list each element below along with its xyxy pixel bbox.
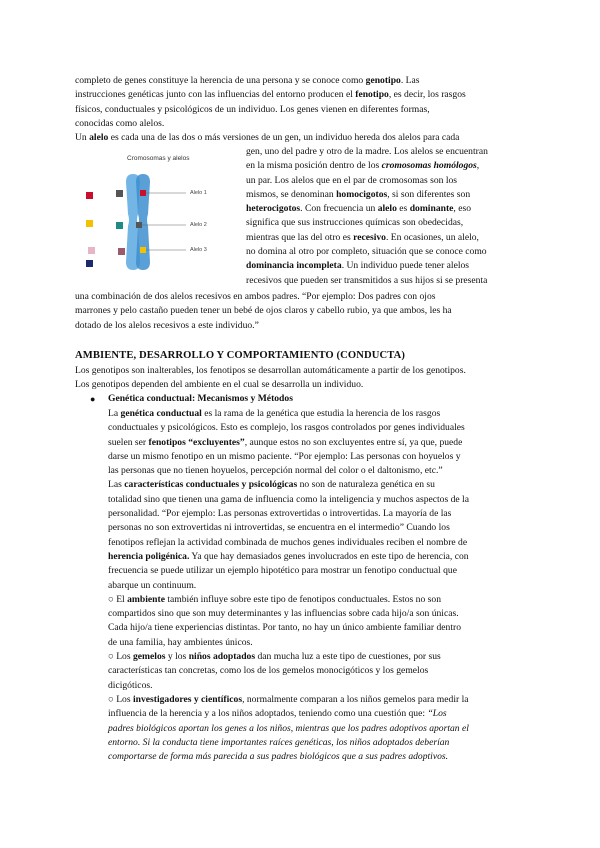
text: . Con frecuencia un: [300, 203, 378, 215]
mauve-square: [118, 248, 125, 255]
text: recesivos que pueden ser transmitidos a sus hijos si se presenta: [246, 274, 488, 286]
italic-text: comportarse de forma más parecida a sus padres biológicos que a sus padres adoptivos.: [108, 751, 449, 763]
allele-label-2: Alelo 2: [190, 222, 207, 228]
text: . Las: [400, 75, 420, 86]
text: características tan concretas, como los de los gemelos monocigóticos y los gemelos: [108, 665, 429, 677]
text: , si son diferentes son: [387, 188, 471, 200]
section-intro: [75, 364, 545, 393]
bullet-title: Genética conductual: Mecanismos y Métodos: [108, 393, 293, 404]
text: mientras que las del otro es: [246, 231, 354, 243]
text: no son de naturaleza genética en su: [297, 479, 435, 491]
text: personalidad. “Por ejemplo: Las personas extrovertidas o introvertidas. La mayoría de las: [108, 508, 452, 520]
pink-square: [88, 247, 95, 254]
text: , aunque estos no son excluyentes entre sí, ya que, puede: [244, 436, 463, 448]
text: ,: [476, 160, 480, 172]
text: Los genotipos dependen del ambiente en el cual se desarrolla un individuo.: [75, 379, 364, 391]
text: completo de genes constituye la herencia de una persona y se conoce como: [75, 75, 366, 86]
text: frecuencia se puede utilizar un ejemplo hipotético para mostrar un fenotipo conductual que: [108, 565, 457, 577]
text: personas no son extrovertidas ni introvertidas, se encuentra en el intermedio” Cuando los: [108, 522, 450, 534]
text: un par. Los alelos que en el par de cromosomas son los: [246, 174, 458, 186]
italic-text: entorno. Si la conducta tiene importantes raíces genéticas, los niños adoptados deberían: [108, 736, 450, 748]
text: fenotipos reflejan la actividad combinada de muchos genes individuales reciben el nombre de: [108, 536, 468, 548]
text: no domina al otro por completo, situación que se conoce como: [246, 246, 487, 258]
bold-term: homocigotos: [336, 188, 388, 200]
gray-square: [116, 190, 123, 197]
bold-term: alelo: [89, 132, 109, 143]
bold-term: características conductuales y psicológicas: [124, 479, 298, 491]
text: marrones y pelo castaño pueden tener un bebé de ojos claros y cabello rubio, ya que ambos, les ha: [75, 305, 452, 317]
bold-term: gemelos: [132, 651, 166, 663]
bold-term: herencia poligénica.: [108, 550, 190, 562]
text: , es decir, los rasgos: [388, 89, 466, 101]
yellow-square: [86, 220, 93, 227]
chromosome-figure: [78, 152, 248, 282]
bold-term: ambiente: [127, 593, 165, 605]
text: ○ El: [108, 593, 128, 605]
bold-term: dominante: [409, 203, 454, 215]
alelo-paragraph-bottom: [75, 290, 545, 333]
text: . Un individuo puede tener alelos: [341, 260, 470, 272]
text: físicos, conductuales y psicológicos de un individuo. Los genes vienen en diferentes formas,: [75, 103, 430, 115]
text: una combinación de dos alelos recesivos en ambos padres. “Por ejemplo: Dos padres con ojos: [75, 291, 436, 302]
section-heading: AMBIENTE, DESARROLLO Y COMPORTAMIENTO (CONDUCTA): [75, 350, 406, 361]
bold-term: niños adoptados: [188, 651, 256, 663]
text: conductuales y psicológicos. Esto es complejo, los rasgos controlados por genes individuales: [108, 422, 465, 434]
text: es la rama de la genética que estudia la herencia de los rasgos: [201, 408, 441, 419]
text: , normalmente comparan a los niños gemelos para medir la: [242, 693, 469, 705]
figure-title: Cromosomas y alelos: [127, 155, 190, 162]
chromosome-illustration: [78, 152, 248, 282]
text: influencia de la herencia y a los niños adoptados, teniendo como una cuestión que:: [108, 708, 428, 720]
text: La: [108, 408, 121, 419]
allele-label-1: Alelo 1: [190, 190, 207, 196]
teal-square: [116, 222, 123, 229]
text: Los genotipos son inalterables, los fenotipos se desarrollan automáticamente a partir de los genotipos.: [75, 365, 466, 376]
text: compartidos sino que son muy determinantes y las influencias sobre cada hijo/a son únicas.: [108, 608, 459, 620]
text: , eso: [453, 203, 471, 215]
bold-term: recesivo: [353, 231, 386, 243]
bold-term: cromosomas homólogos: [381, 160, 477, 172]
text: también influye sobre este tipo de fenotipos conductuales. Estos no son: [164, 593, 441, 605]
genetica-conductual-body: [108, 407, 548, 764]
text: es cada una de las dos o más versiones de un gen, un individuo hereda dos alelos para cada: [108, 132, 460, 143]
text: dicigóticos.: [108, 679, 153, 691]
text: Las: [108, 479, 125, 491]
text: en la misma posición dentro de los: [246, 160, 382, 172]
text: darse un mismo fenotipo en un mismo paciente. “Por ejemplo: Las personas con hoyuelos y: [108, 450, 461, 462]
bold-term: fenotipo: [355, 89, 389, 101]
text: significa que sus instrucciones químicas son obedecidas,: [246, 217, 464, 229]
navy-square: [86, 260, 93, 267]
bold-term: genética conductual: [120, 408, 202, 419]
intro-paragraph: [75, 74, 535, 131]
text: es: [396, 203, 410, 215]
alelo-paragraph-top: [75, 131, 545, 145]
text: mismos, se denominan: [246, 188, 337, 200]
italic-text: padres biológicos aportan los genes a los niños, mientras que los padres adoptivos aportan el: [108, 722, 469, 734]
text: . En ocasiones, un alelo,: [385, 231, 479, 243]
text: gen, uno del padre y otro de la madre. Los alelos se encuentran: [246, 146, 488, 157]
bullet-item: [108, 392, 548, 406]
text: dotado de los alelos recesivos a este individuo.”: [75, 319, 259, 331]
bold-term: fenotipos “excluyentes”: [148, 436, 245, 448]
bold-term: dominancia incompleta: [246, 260, 342, 272]
text: dan mucha luz a este tipo de cuestiones, por sus: [255, 651, 441, 663]
text: instrucciones genéticas junto con las influencias del entorno producen el: [75, 89, 356, 101]
text: Ya que hay demasiados genes involucrados en este tipo de herencia, con: [189, 550, 469, 562]
bold-term: genotipo: [365, 75, 401, 86]
text: totalidad sino que tienen una gama de influencia como la inteligencia y muchos aspectos de la: [108, 493, 469, 505]
bullet-icon: ●: [90, 394, 96, 404]
text: Un: [75, 132, 90, 143]
alelo-paragraph-right: [246, 145, 546, 288]
italic-text: “Los: [427, 708, 447, 720]
text: las personas que no tienen hoyuelos, percepción normal del color o el daltonismo, etc.”: [108, 465, 443, 477]
text: y los: [165, 651, 189, 663]
text: de una familia, hay ambientes únicos.: [108, 636, 253, 648]
text: conocidas como alelos.: [75, 117, 165, 129]
red-square: [86, 192, 93, 199]
text: Cada hijo/a tiene experiencias distintas. Por tanto, no hay un único ambiente familiar dentro: [108, 622, 462, 634]
bold-term: alelo: [377, 203, 397, 215]
text: ○ Los: [108, 693, 133, 705]
allele-label-3: Alelo 3: [190, 247, 207, 253]
text: abarque un continuum.: [108, 579, 197, 591]
bold-term: investigadores y científicos: [132, 693, 243, 705]
text: suelen ser: [108, 436, 149, 448]
text: ○ Los: [108, 651, 133, 663]
bold-term: heterocigotos: [246, 203, 301, 215]
